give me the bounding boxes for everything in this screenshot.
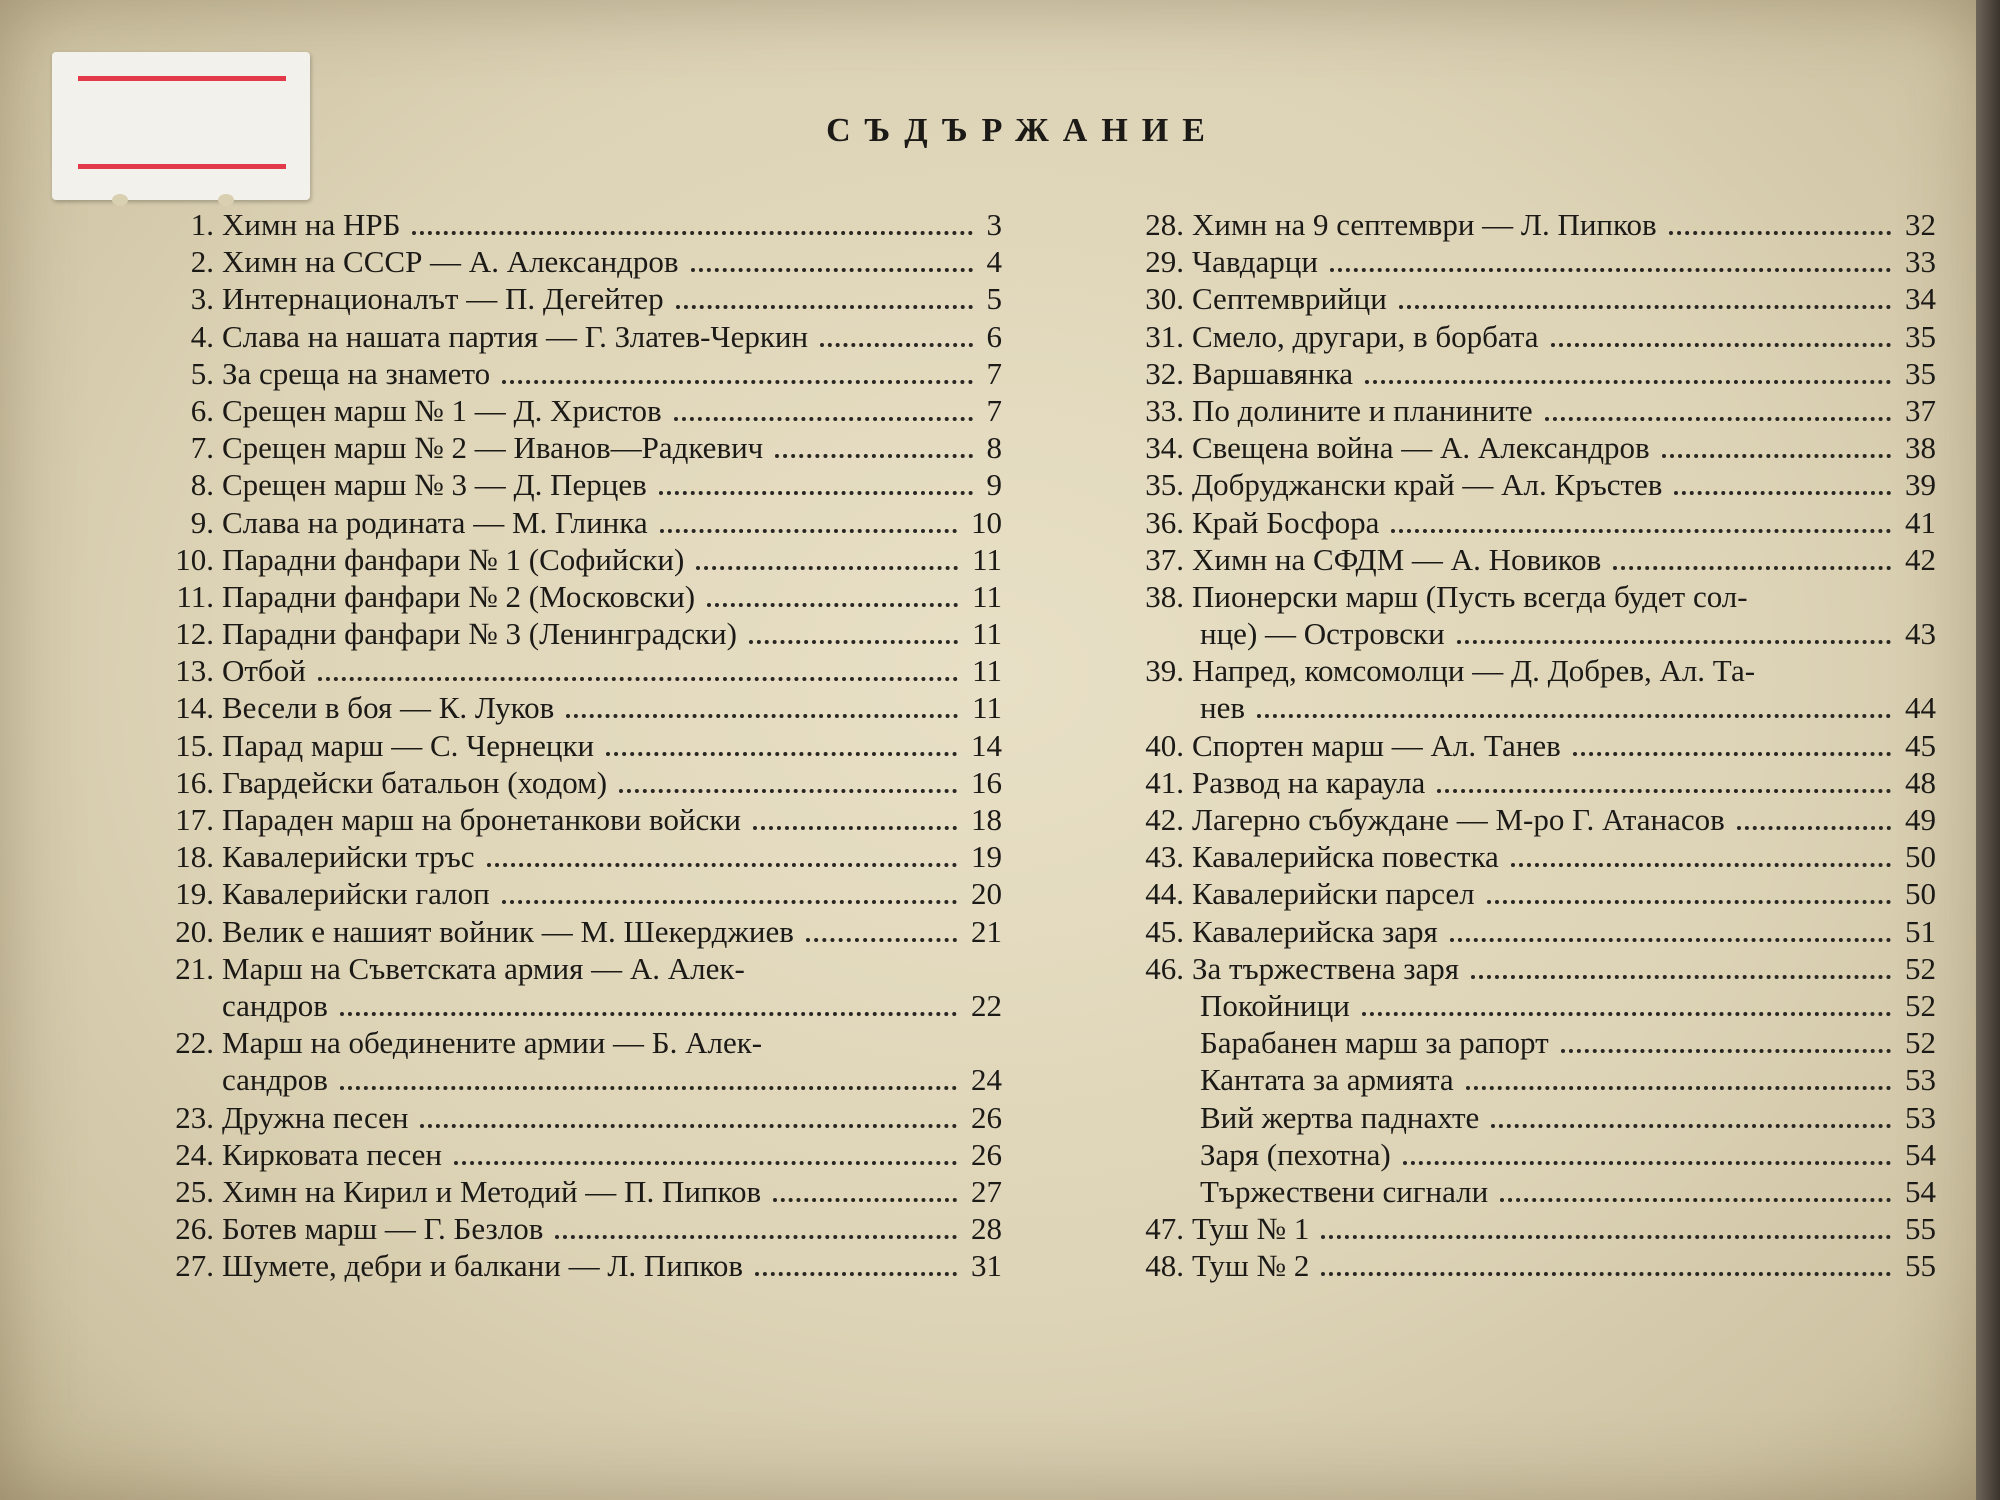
sticker-stripe — [78, 76, 286, 81]
toc-entry-page: 49 — [1905, 802, 1936, 837]
dot-leader — [566, 677, 958, 718]
dot-leader — [1437, 752, 1891, 793]
toc-entry-page: 54 — [1905, 1173, 1936, 1209]
page-title: СЪДЪРЖАНИЕ — [826, 112, 1219, 149]
toc-entry-page: 21 — [971, 913, 1002, 949]
toc-entry-number: 25. — [175, 1173, 214, 1209]
toc-entry-number: 11. — [176, 578, 214, 614]
toc-entry-number: 18. — [175, 839, 214, 875]
toc-entry-title: Кавалерийски тръс — [222, 839, 475, 875]
toc-entry-page: 26 — [971, 1136, 1002, 1172]
toc-entry-number: 15. — [175, 727, 214, 763]
toc-entry-title: Срещен марш № 1 — Д. Христов — [222, 392, 662, 428]
toc-entry-number: 9. — [190, 504, 214, 540]
toc-entry — [1108, 541, 1936, 578]
toc-entry-number: 35. — [1145, 467, 1184, 503]
dot-leader — [1471, 938, 1891, 979]
toc-entry-page: 14 — [971, 727, 1002, 763]
dot-leader — [318, 640, 958, 681]
toc-entry-number: 29. — [1145, 244, 1184, 280]
toc-entry-page: 31 — [971, 1248, 1002, 1284]
toc-entry-number: 13. — [175, 653, 214, 689]
dot-leader — [1257, 677, 1891, 718]
dot-leader — [1466, 1049, 1891, 1090]
toc-entry-page: 20 — [971, 876, 1002, 912]
dot-leader — [502, 863, 957, 904]
toc-entry-page: 33 — [1905, 244, 1936, 280]
toc-entry-page: 55 — [1905, 1248, 1936, 1284]
dot-leader — [707, 566, 958, 607]
dot-leader — [749, 603, 958, 644]
toc-entry-number: 37. — [1145, 541, 1184, 577]
dot-leader — [1674, 454, 1891, 495]
toc-entry-title: За тържествена заря — [1192, 950, 1460, 986]
toc-entry-page: 26 — [971, 1099, 1002, 1135]
toc-entry-number: 33. — [1145, 392, 1184, 428]
toc-entry-number: 24. — [175, 1136, 214, 1172]
toc-entry-number: 36. — [1145, 504, 1184, 540]
toc-entry-page: 39 — [1905, 467, 1936, 503]
toc-entry-page: 42 — [1905, 541, 1936, 577]
toc-entry-title: По долините и планините — [1192, 392, 1533, 428]
toc-entry-number: 44. — [1145, 876, 1184, 912]
toc-entry-title: Весели в боя — К. Луков — [222, 690, 555, 726]
toc-entry-page: 52 — [1905, 1025, 1936, 1061]
dot-leader — [1669, 194, 1891, 235]
toc-entry-title: Вий жертва паднахте — [1200, 1099, 1480, 1135]
toc-entry-number: 23. — [175, 1099, 214, 1135]
toc-entry-page: 53 — [1905, 1062, 1936, 1098]
toc-entry-page: 7 — [986, 392, 1002, 428]
toc-entry-number: 16. — [175, 764, 214, 800]
toc-entry-page: 32 — [1905, 207, 1936, 242]
toc-entry-page: 3 — [986, 207, 1002, 242]
toc-entry-title: Отбой — [222, 653, 306, 689]
toc-entry-page: 43 — [1905, 616, 1936, 652]
toc-entry-title: Парад марш — С. Чернецки — [222, 727, 595, 763]
dot-leader — [1487, 863, 1891, 904]
toc-entry-page: 18 — [971, 802, 1002, 837]
toc-entry-number: 42. — [1145, 802, 1184, 837]
toc-entry-title: Кавалерийски парсел — [1192, 876, 1475, 912]
dot-leader — [1362, 975, 1891, 1016]
toc-entry-page: 19 — [971, 839, 1002, 875]
toc-entry-number: 43. — [1145, 839, 1184, 875]
toc-entry-number: 30. — [1145, 281, 1184, 317]
toc-entry-page: 41 — [1905, 504, 1936, 540]
dot-leader — [1573, 715, 1891, 756]
dot-leader — [773, 1161, 957, 1202]
toc-entry-title: Химн на 9 септември — Л. Пипков — [1192, 207, 1657, 242]
toc-entry-number: 38. — [1145, 578, 1184, 614]
dot-leader — [1500, 1161, 1891, 1202]
dot-leader — [1737, 789, 1891, 830]
toc-entry-title: Септемврийци — [1192, 281, 1387, 317]
toc-entry-title: сандров — [222, 987, 328, 1023]
dot-leader — [806, 901, 957, 942]
toc-entry-title: Кирковата песен — [222, 1136, 442, 1172]
dot-leader — [1511, 826, 1891, 867]
dot-leader — [696, 529, 958, 570]
dot-leader — [820, 306, 973, 347]
toc-entry-title: Развод на караула — [1192, 764, 1426, 800]
dot-leader — [1330, 231, 1891, 272]
toc-entry-page: 11 — [972, 653, 1002, 689]
toc-entry-title: Химн на НРБ — [222, 207, 401, 242]
dot-leader — [1321, 1235, 1891, 1276]
dot-leader — [619, 752, 957, 793]
toc-entry-number: 1. — [190, 207, 214, 242]
toc-entry-page: 44 — [1905, 690, 1936, 726]
toc-entry-title: Парадни фанфари № 1 (Софийски) — [222, 541, 685, 577]
book-spine-edge — [1976, 0, 2000, 1500]
toc-entry-title: Интернационалът — П. Дегейтер — [222, 281, 664, 317]
toc-entry-page: 11 — [972, 616, 1002, 652]
toc-entry-title: Гвардейски батальон (ходом) — [222, 764, 608, 800]
dot-leader — [1450, 901, 1891, 942]
toc-entry-page: 27 — [971, 1173, 1002, 1209]
toc-entry-page: 50 — [1905, 876, 1936, 912]
toc-entry-number: 48. — [1145, 1248, 1184, 1284]
dot-leader — [1551, 306, 1891, 347]
toc-entry-number: 45. — [1145, 913, 1184, 949]
toc-entry-title: Спортен марш — Ал. Танев — [1192, 727, 1561, 763]
toc-entry-page: 11 — [972, 690, 1002, 726]
dot-leader — [659, 454, 973, 495]
dot-leader — [502, 343, 973, 384]
toc-entry-number: 47. — [1145, 1211, 1184, 1247]
toc-entry-title: Парадни фанфари № 2 (Московски) — [222, 578, 696, 614]
toc-entry-title: Слава на нашата партия — Г. Златев-Черкин — [222, 318, 809, 354]
toc-entry-title: Свещена война — А. Александров — [1192, 430, 1650, 466]
toc-entry-number: 28. — [1145, 207, 1184, 242]
toc-entry-page: 28 — [971, 1211, 1002, 1247]
toc-entry-title: Химн на СССР — А. Александров — [222, 244, 679, 280]
toc-entry-number: 40. — [1145, 727, 1184, 763]
toc-entry-page: 53 — [1905, 1099, 1936, 1135]
toc-entry-title: Тържествени сигнали — [1200, 1173, 1489, 1209]
toc-entry-title: сандров — [222, 1062, 328, 1098]
toc-entry-number: 21. — [175, 950, 214, 986]
toc-entry-title: нце) — Островски — [1200, 616, 1445, 652]
toc-entry-number: 8. — [190, 467, 214, 503]
dot-leader — [1545, 380, 1891, 421]
toc-entry-title: нев — [1200, 690, 1245, 726]
dot-leader — [1365, 343, 1891, 384]
toc-entry-number: 32. — [1145, 355, 1184, 391]
toc-entry-title: Кантата за армията — [1200, 1062, 1454, 1098]
sticker-notch — [218, 194, 234, 206]
toc-entry-title: Добруджански край — Ал. Кръстев — [1192, 467, 1663, 503]
dot-leader — [674, 380, 973, 421]
toc-entry-title: Ботев марш — Г. Безлов — [222, 1211, 544, 1247]
toc-entry-page: 35 — [1905, 318, 1936, 354]
toc-entry-number: 7. — [190, 430, 214, 466]
toc-entry-page: 51 — [1905, 913, 1936, 949]
toc-entry-number: 3. — [190, 281, 214, 317]
toc-entry-page: 22 — [971, 987, 1002, 1023]
dot-leader — [1662, 417, 1891, 458]
toc-entry-number: 20. — [175, 913, 214, 949]
toc-entry-title: Срещен марш № 3 — Д. Перцев — [222, 467, 647, 503]
toc-entry-title: Срещен марш № 2 — Иванов—Радкевич — [222, 430, 764, 466]
toc-entry-number: 26. — [175, 1211, 214, 1247]
toc-entry-page: 48 — [1905, 764, 1936, 800]
toc-right-column — [1108, 206, 1936, 1284]
toc-entry-number: 2. — [190, 244, 214, 280]
toc-entry-title: Чавдарци — [1192, 244, 1318, 280]
toc-entry-title: Химн на СФДМ — А. Новиков — [1192, 541, 1602, 577]
dot-leader — [555, 1198, 957, 1239]
toc-entry-number: 39. — [1145, 653, 1184, 689]
toc-entry-title: Шумете, дебри и балкани — Л. Пипков — [222, 1248, 744, 1284]
toc-entry-page: 6 — [986, 318, 1002, 354]
toc-entry-number: 31. — [1145, 318, 1184, 354]
toc-entry — [130, 987, 1010, 1024]
toc-entry — [130, 913, 1010, 950]
dot-leader — [1403, 1124, 1891, 1165]
toc-entry-page: 35 — [1905, 355, 1936, 391]
dot-leader — [1613, 529, 1891, 570]
toc-entry-number: 10. — [175, 541, 214, 577]
dot-leader — [420, 1087, 957, 1128]
dot-leader — [487, 826, 957, 867]
toc-entry-page: 5 — [986, 281, 1002, 317]
toc-entry-page: 50 — [1905, 839, 1936, 875]
toc-entry-number: 22. — [175, 1025, 214, 1061]
dot-leader — [412, 194, 973, 235]
toc-entry-page: 16 — [971, 764, 1002, 800]
dot-leader — [340, 1049, 957, 1090]
toc-entry-title: За среща на знамето — [222, 355, 491, 391]
toc-entry-page: 34 — [1905, 281, 1936, 317]
toc-entry — [1108, 1247, 1936, 1284]
dot-leader — [755, 1235, 957, 1276]
toc-entry-title: Напред, комсомолци — Д. Добрев, Ал. Та- — [1192, 653, 1756, 689]
sticker-notch — [112, 194, 128, 206]
toc-entry-title: Велик е нашият войник — М. Шекерджиев — [222, 913, 794, 949]
toc-entry-title: Параден марш на бронетанкови войски — [222, 802, 741, 837]
dot-leader — [660, 492, 957, 533]
toc-entry-number: 41. — [1145, 764, 1184, 800]
toc-entry-page: 38 — [1905, 430, 1936, 466]
toc-entry-title: Варшавянка — [1192, 355, 1353, 391]
dot-leader — [1399, 268, 1891, 309]
toc-left-column — [130, 206, 1010, 1284]
toc-entry-title: Марш на обединените армии — Б. Алек- — [222, 1025, 763, 1061]
toc-entry-page: 55 — [1905, 1211, 1936, 1247]
dot-leader — [1457, 603, 1891, 644]
toc-entry-title: Слава на родината — М. Глинка — [222, 504, 648, 540]
toc-entry — [130, 1247, 1010, 1284]
dot-leader — [753, 789, 957, 830]
toc-entry-page: 8 — [986, 430, 1002, 466]
toc-entry-page: 11 — [972, 578, 1002, 614]
dot-leader — [606, 715, 957, 756]
toc-entry-number: 12. — [175, 616, 214, 652]
dot-leader — [676, 268, 973, 309]
toc-entry-title: Пионерски марш (Пусть всегда будет сол- — [1192, 578, 1748, 614]
toc-entry-number: 34. — [1145, 430, 1184, 466]
toc-entry-page: 11 — [972, 541, 1002, 577]
dot-leader — [775, 417, 973, 458]
toc-entry-page: 52 — [1905, 950, 1936, 986]
dot-leader — [1561, 1012, 1891, 1053]
toc-entry-number: 27. — [175, 1248, 214, 1284]
toc-entry-title: Кавалерийска заря — [1192, 913, 1438, 949]
toc-entry — [1108, 615, 1936, 652]
toc-entry-title: Заря (пехотна) — [1200, 1136, 1391, 1172]
toc-entry-title: Дружна песен — [222, 1099, 409, 1135]
toc-entry-page: 45 — [1905, 727, 1936, 763]
toc-entry-title: Туш № 1 — [1192, 1211, 1310, 1247]
toc-entry-title: Кавалерийски галоп — [222, 876, 490, 912]
dot-leader — [340, 975, 957, 1016]
toc-entry-page: 7 — [986, 355, 1002, 391]
toc-entry-page: 54 — [1905, 1136, 1936, 1172]
toc-entry-title: Покойници — [1200, 987, 1350, 1023]
toc-entry-page: 52 — [1905, 987, 1936, 1023]
dot-leader — [1491, 1087, 1891, 1128]
sticker-stripe — [78, 164, 286, 169]
toc-entry-number: 19. — [175, 876, 214, 912]
dot-leader — [691, 231, 973, 272]
dot-leader — [454, 1124, 957, 1165]
toc-entry-page: 37 — [1905, 392, 1936, 428]
toc-entry-page: 24 — [971, 1062, 1002, 1098]
dot-leader — [1321, 1198, 1891, 1239]
toc-entry-number: 4. — [190, 318, 214, 354]
toc-entry-title: Смело, другари, в борбата — [1192, 318, 1539, 354]
toc-entry-page: 9 — [986, 467, 1002, 503]
toc-entry-number: 17. — [175, 802, 214, 837]
toc-entry-title: Парадни фанфари № 3 (Ленинградски) — [222, 616, 737, 652]
toc-entry-title: Край Босфора — [1192, 504, 1380, 540]
toc-entry-page: 4 — [986, 244, 1002, 280]
toc-entry-title: Барабанен марш за рапорт — [1200, 1025, 1549, 1061]
toc-entry-title: Лагерно събуждане — М-ро Г. Атанасов — [1192, 802, 1725, 837]
toc-entry-title: Химн на Кирил и Методий — П. Пипков — [222, 1173, 762, 1209]
toc-entry-page: 10 — [971, 504, 1002, 540]
toc-entry-number: 14. — [175, 690, 214, 726]
toc-entry-title: Кавалерийска повестка — [1192, 839, 1499, 875]
toc-entry-number: 5. — [190, 355, 214, 391]
toc-entry-title: Туш № 2 — [1192, 1248, 1310, 1284]
toc-entry-title: Марш на Съветската армия — А. Алек- — [222, 950, 745, 986]
dot-leader — [1391, 492, 1891, 533]
toc-entry-number: 6. — [190, 392, 214, 428]
toc-entry-number: 46. — [1145, 950, 1184, 986]
